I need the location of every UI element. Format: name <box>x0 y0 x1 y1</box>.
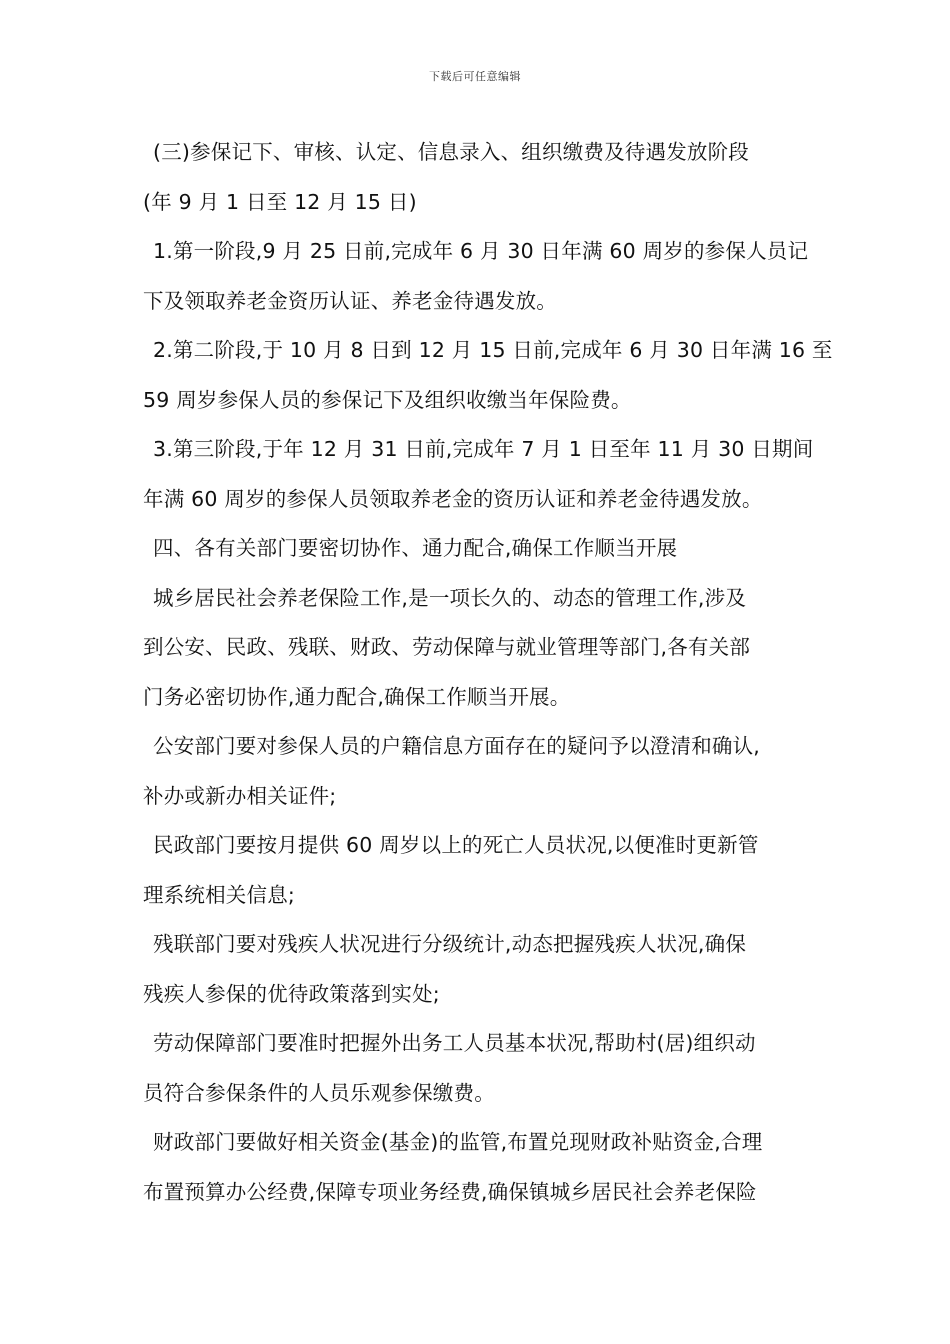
text-line: 门务必密切协作,通力配合,确保工作顺当开展。 <box>143 684 571 709</box>
text-line: 1.第一阶段,9 月 25 日前,完成年 6 月 30 日年满 60 周岁的参保人员记 <box>153 239 809 263</box>
text-line: 59 周岁参保人员的参保记下及组织收缴当年保险费。 <box>143 387 632 412</box>
text-line: 员符合参保条件的人员乐观参保缴费。 <box>143 1080 495 1105</box>
text-line: 理系统相关信息; <box>143 882 296 907</box>
text-line: 民政部门要按月提供 60 周岁以上的死亡人员状况,以便准时更新管 <box>153 833 759 857</box>
text-line: 补办或新办相关证件; <box>143 783 337 808</box>
text-line: 到公安、民政、残联、财政、劳动保障与就业管理等部门,各有关部 <box>143 635 751 659</box>
text-line: 残联部门要对残疾人状况进行分级统计,动态把握残疾人状况,确保 <box>153 932 747 956</box>
text-line: 2.第二阶段,于 10 月 8 日到 12 月 15 日前,完成年 6 月 30 日年满 16 至 <box>153 338 833 362</box>
text-line: 残疾人参保的优待政策落到实处; <box>143 981 440 1006</box>
text-line: (三)参保记下、审核、认定、信息录入、组织缴费及待遇发放阶段 <box>153 140 749 164</box>
text-line: 3.第三阶段,于年 12 月 31 日前,完成年 7 月 1 日至年 11 月 30 日期间 <box>153 437 814 461</box>
text-line: 公安部门要对参保人员的户籍信息方面存在的疑问予以澄清和确认, <box>153 734 761 758</box>
text-line: 下及领取养老金资历认证、养老金待遇发放。 <box>143 288 557 313</box>
text-line: 城乡居民社会养老保险工作,是一项长久的、动态的管理工作,涉及 <box>153 585 747 610</box>
text-line: (年 9 月 1 日至 12 月 15 日) <box>143 189 417 214</box>
text-line: 年满 60 周岁的参保人员领取养老金的资历认证和养老金待遇发放。 <box>143 486 763 511</box>
section-heading: 四、各有关部门要密切协作、通力配合,确保工作顺当开展 <box>153 536 678 560</box>
text-line: 劳动保障部门要准时把握外出务工人员基本状况,帮助村(居)组织动 <box>153 1031 756 1055</box>
page-header: 下载后可任意编辑 <box>429 70 521 83</box>
text-line: 财政部门要做好相关资金(基金)的监管,布置兑现财政补贴资金,合理 <box>153 1130 763 1154</box>
document-body <box>143 128 833 1217</box>
text-line: 布置预算办公经费,保障专项业务经费,确保镇城乡居民社会养老保险 <box>143 1179 757 1204</box>
